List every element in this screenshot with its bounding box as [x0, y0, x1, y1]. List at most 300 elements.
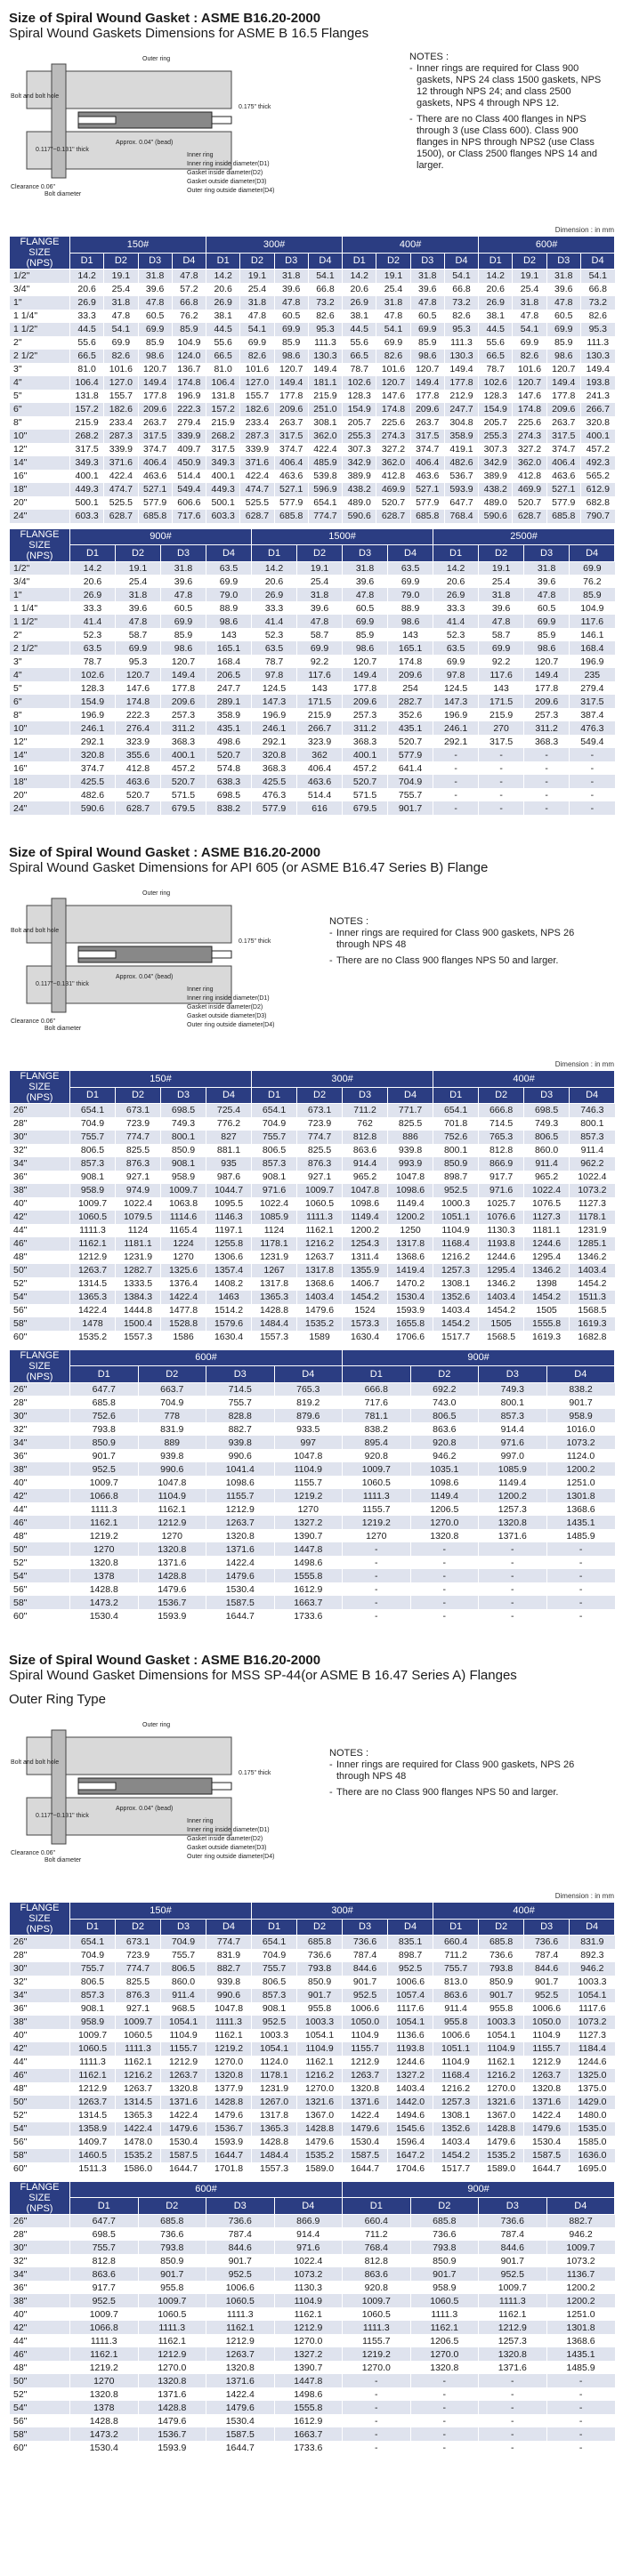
dimension-cell: 1047.8: [206, 2002, 252, 2016]
flange-size-cell: 38": [10, 1462, 70, 1476]
d4-label: Outer ring outside diameter(D4): [187, 1854, 275, 1860]
dimension-cell: -: [524, 775, 570, 788]
flange-size-cell: 30": [10, 1962, 70, 1976]
dimension-cell: 1500.4: [116, 1317, 161, 1331]
dimension-cell: 44.5: [206, 323, 240, 336]
dimension-cell: 147.6: [116, 681, 161, 695]
flange-size-cell: 44": [10, 2334, 70, 2347]
dimension-cell: 1155.7: [343, 2334, 411, 2347]
table-row: [10, 1304, 615, 1317]
flange-size-cell: 58": [10, 2427, 70, 2441]
dimension-cell: 274.3: [513, 430, 546, 443]
dimension-column-header: D2: [479, 545, 524, 562]
table-row: [10, 2016, 615, 2029]
dimension-cell: 485.9: [308, 456, 342, 470]
flange-size-cell: 44": [10, 2056, 70, 2069]
dimension-cell: 525.5: [104, 496, 138, 510]
table-row: [10, 2136, 615, 2149]
dimension-cell: 1022.4: [524, 1184, 570, 1197]
dimension-cell: 1536.7: [138, 2427, 206, 2441]
dimension-cell: 1111.3: [479, 2294, 547, 2307]
dimension-cell: 98.6: [410, 350, 444, 363]
flange-size-cell: 14": [10, 456, 70, 470]
dimension-cell: 374.7: [138, 443, 172, 456]
dimension-cell: -: [410, 2387, 479, 2401]
dimension-cell: 1485.9: [546, 2361, 615, 2374]
table-row: [10, 510, 615, 523]
table-row: [10, 2254, 615, 2267]
dimension-table: [9, 1070, 615, 1344]
dimension-cell: 457.2: [580, 443, 614, 456]
dimension-cell: 901.7: [546, 1396, 615, 1409]
dimension-cell: 1162.1: [274, 2307, 343, 2321]
dimension-cell: 263.7: [274, 416, 308, 430]
dimension-cell: 1257.3: [433, 1264, 479, 1277]
dimension-cell: 76.2: [172, 310, 206, 323]
dimension-cell: 1494.6: [388, 2109, 433, 2122]
dimension-cell: 1593.9: [138, 2441, 206, 2454]
dimension-cell: 882.7: [206, 1422, 275, 1436]
dimension-cell: 901.7: [524, 1976, 570, 1989]
dimension-cell: 1104.9: [274, 2294, 343, 2307]
table-row: [10, 2002, 615, 2016]
dimension-cell: 66.5: [479, 350, 513, 363]
dimension-cell: 85.9: [546, 336, 580, 350]
dimension-cell: 1270.0: [206, 2056, 252, 2069]
dimension-cell: 20.6: [70, 283, 104, 296]
dimension-cell: 289.1: [206, 695, 252, 708]
dimension-cell: 52.3: [433, 628, 479, 641]
dimension-cell: 935: [206, 1157, 252, 1171]
dimension-cell: 1254.3: [343, 1237, 388, 1251]
dimension-cell: 39.6: [343, 575, 388, 588]
dimension-cell: 1111.3: [297, 1211, 343, 1224]
bolt-diameter-label: Bolt diameter: [44, 1026, 82, 1032]
dimension-cell: 282.7: [388, 695, 433, 708]
dimension-cell: 1047.8: [274, 1449, 343, 1462]
dimension-cell: 765.3: [479, 1131, 524, 1144]
dimension-cell: 257.3: [161, 708, 206, 721]
dimension-cell: 1357.4: [206, 1264, 252, 1277]
table-row: [10, 2056, 615, 2069]
thickness-range-label: 0.117"~0.131" thick: [36, 147, 89, 153]
dimension-cell: 149.4: [138, 376, 172, 390]
flange-size-cell: 6": [10, 695, 70, 708]
table-row: [10, 2267, 615, 2281]
dimension-cell: 704.9: [252, 1117, 297, 1131]
dimension-cell: 1009.7: [479, 2281, 547, 2294]
dimension-cell: 1306.6: [206, 1251, 252, 1264]
dimension-cell: 1428.8: [297, 2122, 343, 2136]
dimension-cell: 1200.2: [546, 2281, 615, 2294]
flange-size-cell: 36": [10, 2002, 70, 2016]
dimension-cell: 406.4: [274, 456, 308, 470]
dimension-cell: 736.6: [410, 2227, 479, 2241]
dimension-cell: 1320.8: [70, 2387, 139, 2401]
dimension-cell: 1251.0: [546, 1476, 615, 1489]
dimension-cell: 1368.6: [546, 2334, 615, 2347]
dimension-cell: 128.3: [343, 390, 376, 403]
dimension-cell: 1403.4: [433, 1304, 479, 1317]
dimension-cell: 755.7: [70, 1962, 116, 1976]
flange-size-cell: 18": [10, 483, 70, 496]
approx-label: Approx. 0.04" (bead): [116, 974, 174, 980]
dimension-cell: 1317.8: [252, 2109, 297, 2122]
dimension-cell: 327.2: [513, 443, 546, 456]
bolt-hole-label: Bolt and bolt hole: [11, 93, 60, 100]
dimension-column-header: D2: [410, 1366, 479, 1383]
dimension-cell: 147.6: [513, 390, 546, 403]
flange-size-cell: 40": [10, 2029, 70, 2042]
dimension-cell: 1060.5: [138, 2307, 206, 2321]
dimension-cell: 196.9: [433, 708, 479, 721]
dimension-cell: 939.8: [138, 1449, 206, 1462]
flange-size-cell: 48": [10, 2361, 70, 2374]
dimension-cell: 1060.5: [70, 1211, 116, 1224]
dimension-cell: 1530.4: [388, 1291, 433, 1304]
dimension-cell: 1162.1: [70, 1237, 116, 1251]
dimension-cell: -: [570, 788, 615, 801]
dimension-cell: 1587.5: [343, 2149, 388, 2162]
dimension-cell: 660.4: [433, 1936, 479, 1949]
dimension-cell: 39.6: [116, 601, 161, 615]
dimension-cell: 124.5: [433, 681, 479, 695]
dimension-cell: 104.9: [172, 336, 206, 350]
dimension-cell: 1098.6: [388, 1184, 433, 1197]
dimension-cell: 857.3: [252, 1157, 297, 1171]
dimension-cell: 247.7: [444, 403, 478, 416]
dimension-cell: 889: [138, 1436, 206, 1449]
dimension-cell: 628.7: [104, 510, 138, 523]
dimension-cell: 603.3: [70, 510, 104, 523]
dimension-cell: 1181.1: [116, 1237, 161, 1251]
dimension-cell: 920.8: [410, 1436, 479, 1449]
dimension-cell: 812.8: [343, 1131, 388, 1144]
dimension-cell: 450.9: [172, 456, 206, 470]
dimension-cell: 1212.9: [206, 2334, 275, 2347]
dimension-cell: 120.7: [546, 363, 580, 376]
dimension-cell: 1422.4: [161, 1291, 206, 1304]
dimension-cell: 1663.7: [274, 2427, 343, 2441]
dimension-cell: 317.5: [138, 430, 172, 443]
flange-size-cell: 50": [10, 1264, 70, 1277]
table-row: [10, 761, 615, 775]
dimension-cell: -: [433, 775, 479, 788]
flange-size-cell: 10": [10, 721, 70, 735]
dimension-cell: 20.6: [252, 575, 297, 588]
dimension-cell: 47.8: [479, 615, 524, 628]
dimension-cell: 1098.6: [410, 1476, 479, 1489]
dimension-cell: 63.5: [70, 641, 116, 655]
dimension-cell: 47.8: [161, 588, 206, 601]
dimension-column-header: D2: [479, 1919, 524, 1936]
dimension-cell: -: [479, 748, 524, 761]
dimension-cell: 717.6: [172, 510, 206, 523]
dimension-cell: 1317.8: [297, 1264, 343, 1277]
dimension-cell: 1568.5: [570, 1304, 615, 1317]
dimension-cell: 787.4: [343, 1949, 388, 1962]
table-row: [10, 1171, 615, 1184]
dimension-cell: 1320.8: [70, 1556, 139, 1569]
dimension-cell: 41.4: [70, 615, 116, 628]
dimension-cell: 1193.8: [388, 2042, 433, 2056]
dimension-cell: 685.8: [297, 1936, 343, 1949]
dimension-cell: 1104.9: [433, 1224, 479, 1237]
dimension-cell: 654.1: [308, 496, 342, 510]
dimension-cell: 95.3: [116, 655, 161, 668]
dimension-cell: 1557.3: [252, 1331, 297, 1344]
dimension-cell: 323.9: [116, 735, 161, 748]
dimension-cell: 1295.4: [479, 1264, 524, 1277]
dimension-cell: 438.2: [479, 483, 513, 496]
dimension-cell: 685.8: [274, 510, 308, 523]
dimension-cell: 886: [388, 1131, 433, 1144]
table-row: [10, 775, 615, 788]
dimension-cell: -: [546, 1542, 615, 1556]
flange-size-cell: 32": [10, 1976, 70, 1989]
dimension-cell: 1733.6: [274, 1609, 343, 1622]
dimension-cell: 917.7: [70, 2281, 139, 2294]
dimension-cell: 647.7: [70, 2214, 139, 2227]
dimension-cell: 124.0: [172, 350, 206, 363]
dimension-cell: 831.9: [570, 1936, 615, 1949]
dimension-cell: 128.3: [479, 390, 513, 403]
pressure-class-header: 300#: [206, 237, 343, 254]
dimension-cell: 1311.4: [343, 1251, 388, 1264]
dimension-column-header: D3: [161, 1087, 206, 1104]
dimension-cell: 1060.5: [410, 2294, 479, 2307]
dimension-cell: 1257.3: [433, 2096, 479, 2109]
table-row: [10, 588, 615, 601]
dimension-cell: 98.6: [343, 641, 388, 655]
dimension-cell: 1212.9: [138, 2347, 206, 2361]
flange-size-header-line2: (NPS): [26, 1092, 53, 1103]
table-row: [10, 1197, 615, 1211]
note-item: - There are no Class 400 flanges in NPS through 3 (use Class 600). Class 900 flanges in NPS through NPS2 (use Class 1500), or Class 2500 flanges NPS 14 and larger.: [409, 114, 610, 172]
dimension-cell: 749.3: [479, 1382, 547, 1396]
table-row: [10, 615, 615, 628]
dimension-cell: 1076.5: [524, 1197, 570, 1211]
flange-size-cell: 52": [10, 2109, 70, 2122]
dimension-cell: 1054.1: [297, 2029, 343, 2042]
dimension-cell: 1136.7: [546, 2267, 615, 2281]
dimension-column-header: D2: [479, 1087, 524, 1104]
dimension-cell: 838.2: [206, 801, 252, 815]
dimension-cell: 371.6: [240, 456, 274, 470]
dimension-column-header: D2: [116, 545, 161, 562]
dimension-cell: 31.8: [524, 561, 570, 575]
dimension-column-header: D3: [206, 1366, 275, 1383]
dimension-cell: 1555.8: [274, 1569, 343, 1582]
dimension-cell: -: [479, 1609, 547, 1622]
dimension-cell: 1535.2: [116, 2149, 161, 2162]
dimension-cell: 962.2: [570, 1157, 615, 1171]
dimension-cell: 1200.2: [388, 1211, 433, 1224]
dimension-cell: 1422.4: [116, 2122, 161, 2136]
dimension-cell: 946.2: [410, 1449, 479, 1462]
dimension-cell: 771.7: [388, 1104, 433, 1117]
dimension-cell: 320.8: [70, 748, 116, 761]
dimension-column-header: D4: [274, 2198, 343, 2215]
dimension-cell: 482.6: [444, 456, 478, 470]
dimension-cell: 743.0: [410, 1396, 479, 1409]
dimension-cell: 320.8: [580, 416, 614, 430]
dimension-cell: 149.4: [274, 376, 308, 390]
dimension-cell: 673.1: [297, 1104, 343, 1117]
dimension-cell: 1371.6: [343, 2096, 388, 2109]
dimension-cell: 927.1: [116, 2002, 161, 2016]
dimension-cell: -: [343, 1569, 411, 1582]
dimension-cell: 955.8: [138, 2281, 206, 2294]
dimension-cell: 1270: [343, 1529, 411, 1542]
dimension-cell: 1212.9: [70, 1251, 116, 1264]
dimension-cell: 857.3: [570, 1131, 615, 1144]
flange-size-cell: 24": [10, 510, 70, 523]
dimension-cell: 898.7: [433, 1171, 479, 1184]
table-row: [10, 1949, 615, 1962]
dimension-cell: 266.7: [580, 403, 614, 416]
dimension-cell: -: [546, 2387, 615, 2401]
dimension-cell: 58.7: [116, 628, 161, 641]
dimension-cell: 1479.6: [161, 2122, 206, 2136]
dimension-cell: 155.7: [104, 390, 138, 403]
dimension-cell: 1295.4: [524, 1251, 570, 1264]
dimension-cell: 1076.6: [479, 1211, 524, 1224]
dimension-cell: 1308.1: [433, 1277, 479, 1291]
dimension-cell: 1263.7: [206, 2347, 275, 2361]
dimension-cell: 1263.7: [524, 2069, 570, 2082]
dimension-column-header: D4: [206, 1919, 252, 1936]
dimension-cell: 482.6: [70, 788, 116, 801]
dimension-cell: 47.8: [513, 310, 546, 323]
dimension-cell: 577.9: [252, 801, 297, 815]
dimension-cell: 1644.7: [206, 2441, 275, 2454]
dimension-cell: 1682.8: [570, 1331, 615, 1344]
table-row: [10, 2241, 615, 2254]
dimension-cell: 69.9: [546, 323, 580, 336]
dimension-cell: 362.0: [513, 456, 546, 470]
dimension-cell: 1530.4: [343, 2136, 388, 2149]
dimension-cell: 920.8: [343, 1449, 411, 1462]
dimension-cell: 593.9: [444, 483, 478, 496]
dimension-cell: 793.8: [138, 2241, 206, 2254]
dimension-cell: 549.4: [570, 735, 615, 748]
section-subheading: Outer Ring Type: [9, 1692, 106, 1707]
dimension-cell: 857.3: [70, 1989, 116, 2002]
notes-list: [329, 928, 596, 967]
dimension-cell: -: [546, 2374, 615, 2387]
dimension-cell: 685.8: [138, 510, 172, 523]
dimension-cell: 1216.2: [297, 2069, 343, 2082]
dimension-cell: 952.5: [388, 1962, 433, 1976]
flange-size-cell: 36": [10, 1171, 70, 1184]
dimension-cell: 1162.1: [70, 2347, 139, 2361]
flange-size-cell: 36": [10, 2281, 70, 2294]
flange-size-header-line1: FLANGE SIZE: [20, 1349, 60, 1372]
flange-size-cell: 1 1/2": [10, 323, 70, 336]
dimension-cell: 55.6: [70, 336, 104, 350]
dimension-cell: 971.6: [252, 1184, 297, 1197]
dimension-cell: 1636.0: [570, 2149, 615, 2162]
dimension-cell: 952.5: [524, 1989, 570, 2002]
table-row: [10, 601, 615, 615]
dimension-cell: 939.8: [388, 1144, 433, 1157]
flange-size-header-line1: FLANGE SIZE: [20, 1071, 60, 1092]
d3-label: Gasket outside diameter(D3): [187, 179, 267, 185]
flange-size-cell: 34": [10, 1436, 70, 1449]
dimension-cell: 1231.9: [252, 1251, 297, 1264]
dimension-cell: 209.6: [524, 695, 570, 708]
dimension-cell: 1535.2: [70, 1331, 116, 1344]
dimension-cell: 1270.0: [410, 1516, 479, 1529]
dimension-cell: 292.1: [433, 735, 479, 748]
dimension-cell: 31.8: [116, 588, 161, 601]
dimension-cell: 590.6: [479, 510, 513, 523]
dimension-cell: 79.0: [388, 588, 433, 601]
dimension-cell: 143: [479, 681, 524, 695]
dimension-cell: 130.3: [308, 350, 342, 363]
dimension-cell: 1162.1: [479, 2056, 524, 2069]
dimension-cell: 400.1: [206, 470, 240, 483]
dimension-cell: 952.5: [70, 2294, 139, 2307]
dimension-cell: 127.0: [240, 376, 274, 390]
dimension-cell: 58.7: [297, 628, 343, 641]
dimension-cell: 946.2: [570, 1962, 615, 1976]
dimension-cell: 33.3: [433, 601, 479, 615]
dimension-cell: 498.6: [206, 735, 252, 748]
dimension-unit: Dimension : in mm: [554, 1060, 614, 1068]
dimension-cell: 723.9: [116, 1949, 161, 1962]
d1-label: Inner ring inside diameter(D1): [187, 1827, 270, 1833]
table-row: [10, 296, 615, 310]
dimension-cell: 449.3: [206, 483, 240, 496]
dimension-cell: 52.3: [252, 628, 297, 641]
dimension-cell: 476.3: [252, 788, 297, 801]
dimension-cell: 752.6: [70, 1409, 139, 1422]
dimension-cell: 1647.2: [388, 2149, 433, 2162]
dimension-cell: 26.9: [433, 588, 479, 601]
dimension-cell: 1422.4: [70, 1304, 116, 1317]
note-item: - There are no Class 900 flanges NPS 50 and larger.: [329, 955, 596, 967]
dimension-cell: 1111.3: [343, 1489, 411, 1502]
dimension-cell: 1535.2: [479, 2149, 524, 2162]
table-row: [10, 2294, 615, 2307]
dimension-cell: 463.6: [116, 775, 161, 788]
dimension-cell: 44.5: [343, 323, 376, 336]
dimension-cell: 1263.7: [161, 2069, 206, 2082]
dimension-column-header: D4: [206, 545, 252, 562]
dimension-cell: 571.5: [161, 788, 206, 801]
dimension-cell: 1022.4: [116, 1197, 161, 1211]
d4-label: Outer ring outside diameter(D4): [187, 1022, 275, 1028]
dimension-cell: -: [479, 2401, 547, 2414]
table-row: [10, 1131, 615, 1144]
dimension-cell: 1545.6: [388, 2122, 433, 2136]
dimension-cell: 1586: [161, 1331, 206, 1344]
dimension-cell: 863.6: [433, 1989, 479, 2002]
outer-ring-label: Outer ring: [142, 890, 171, 897]
dimension-cell: 1378: [70, 1569, 139, 1582]
dimension-cell: 1327.2: [274, 1516, 343, 1529]
dimension-cell: 263.7: [546, 416, 580, 430]
dimension-cell: 1320.8: [206, 2361, 275, 2374]
dimension-cell: 292.1: [252, 735, 297, 748]
dimension-column-header: D4: [570, 1087, 615, 1104]
dimension-cell: 660.4: [343, 2214, 411, 2227]
flange-size-cell: 4": [10, 376, 70, 390]
flange-size-header: [10, 1349, 70, 1382]
dimension-cell: 39.6: [297, 601, 343, 615]
